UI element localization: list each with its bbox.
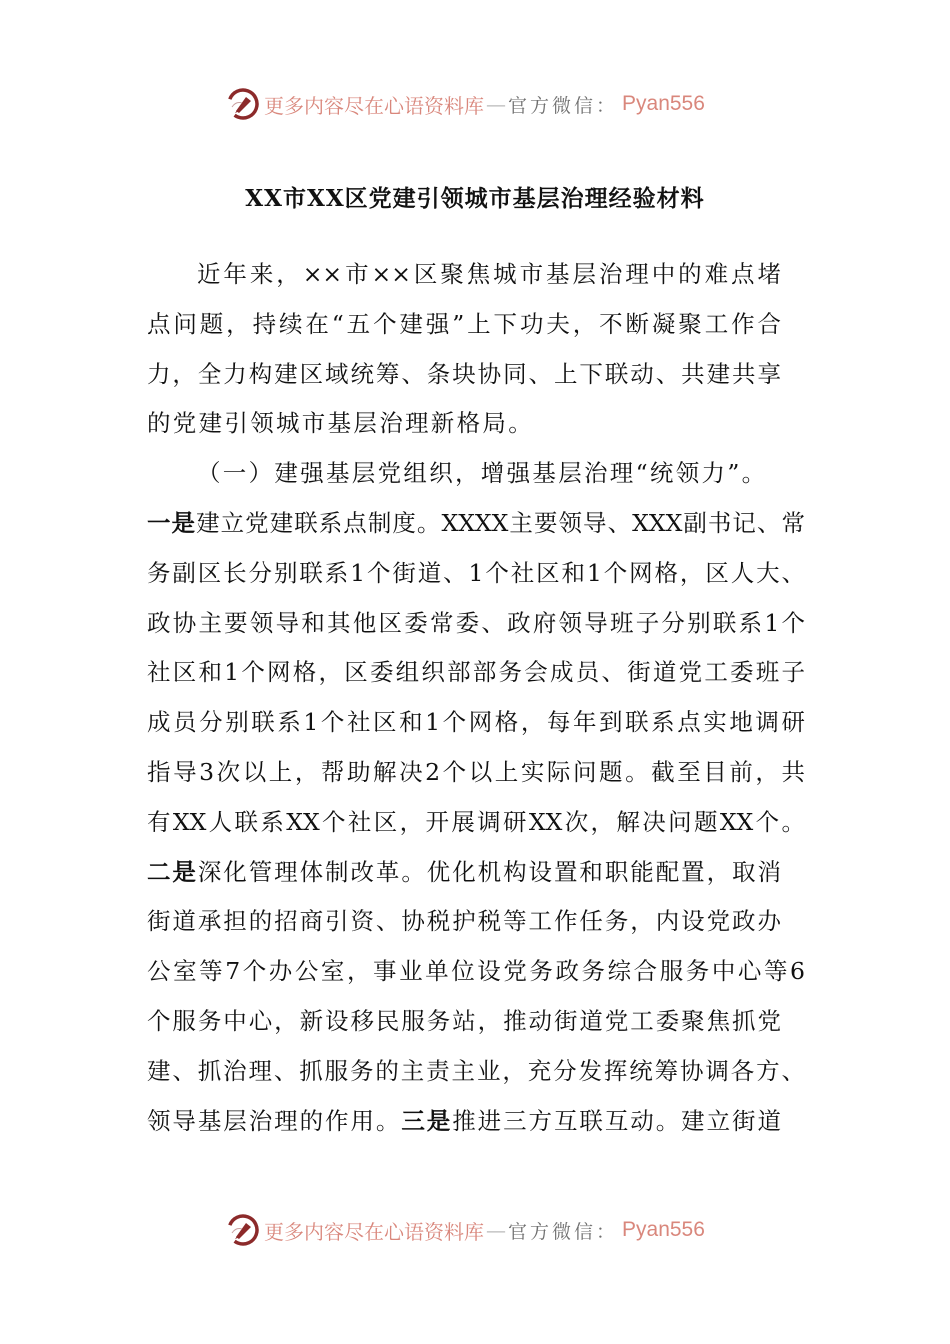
paragraph-intro-line: 近年来，××市××区聚焦城市基层治理中的难点堵	[197, 260, 781, 288]
document-title: XX市XX区党建引领城市基层治理经验材料	[245, 185, 705, 212]
section-line: 街道承担的招商引资、协税护税等工作任务，内设党政办	[147, 907, 781, 936]
watermark-label: 官方微信：	[508, 94, 619, 117]
section-line: 一是建立党建联系点制度。XXXX主要领导、XXX副书记、常	[147, 508, 806, 537]
section-line: 公室等7个办公室，事业单位设党务政务综合服务中心等6	[147, 957, 805, 986]
section-heading: （一）建强基层党组织，增强基层治理“统领力”。	[197, 459, 768, 488]
section-line: 成员分别联系1个社区和1个网格，每年到联系点实地调研	[147, 708, 805, 737]
header-watermark	[226, 86, 726, 122]
watermark-wechat-id: Pyan556	[622, 92, 705, 115]
watermark-dash: —	[486, 1218, 506, 1242]
watermark-text: 更多内容尽在心语资料库	[264, 93, 484, 118]
section-line: 有XX人联系XX个社区，开展调研XX次，解决问题XX个。	[147, 807, 805, 836]
section-line: 社区和1个网格，区委组织部部务会成员、街道党工委班子	[147, 658, 805, 687]
point-label-three: 三是	[401, 1106, 453, 1135]
watermark-label: 官方微信：	[508, 1220, 619, 1243]
watermark-wechat-id: Pyan556	[622, 1218, 705, 1241]
paragraph-intro-line: 点问题，持续在“五个建强”上下功夫，不断凝聚工作合	[147, 309, 781, 338]
section-line: 个服务中心，新设移民服务站，推动街道党工委聚焦抓党	[147, 1006, 781, 1035]
section-line: 二是深化管理体制改革。优化机构设置和职能配置，取消	[147, 857, 781, 886]
section-line: 领导基层治理的作用。三是推进三方互联互动。建立街道	[147, 1106, 781, 1135]
footer-watermark	[226, 1212, 726, 1248]
paragraph-intro-line: 的党建引领城市基层治理新格局。	[147, 409, 534, 438]
paragraph-intro-line: 力，全力构建区域统筹、条块协同、上下联动、共建共享	[147, 359, 781, 388]
watermark-dash: —	[486, 92, 506, 116]
point-label-two: 二是	[147, 857, 198, 886]
pen-nib-logo-icon	[226, 1213, 260, 1247]
watermark-text: 更多内容尽在心语资料库	[264, 1219, 484, 1244]
section-line: 政协主要领导和其他区委常委、政府领导班子分别联系1个	[147, 608, 805, 637]
pen-nib-logo-icon	[226, 87, 260, 121]
section-line: 建、抓治理、抓服务的主责主业，充分发挥统筹协调各方、	[147, 1056, 805, 1085]
point-label-one: 一是	[147, 508, 197, 537]
document-body	[147, 250, 805, 1146]
section-line: 务副区长分别联系1个街道、1个社区和1个网格，区人大、	[147, 558, 805, 587]
section-line: 指导3次以上，帮助解决2个以上实际问题。截至目前，共	[147, 757, 805, 786]
